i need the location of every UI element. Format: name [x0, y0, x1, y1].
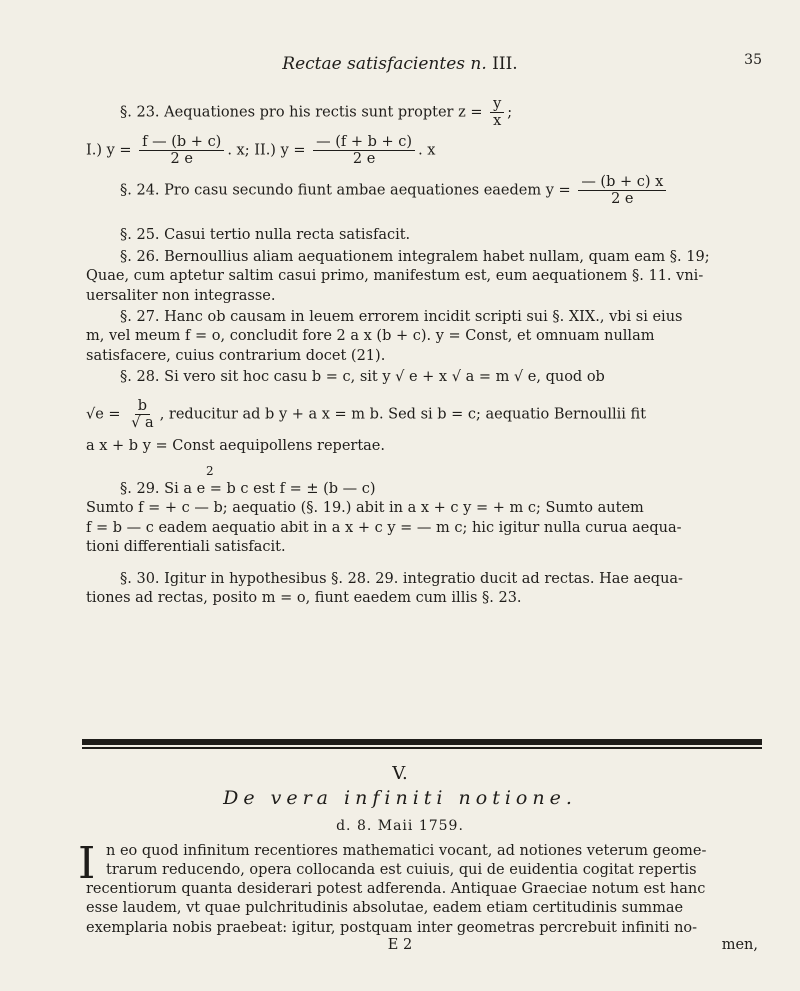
paragraph-26: §. 26. Bernoullius aliam aequationem integralem habet nullam, quam eam §. 19; Quae, cum aptetur saltim casui primo, manifestum est, eum aequationem §. 11. vni- uersaliter non integrasse.	[86, 249, 710, 304]
catchword: men,	[721, 937, 758, 953]
equation-I-II: I.) y = $\frac{f — (b + c)}{2 e}$ . x; II.) y = $\frac{— (f + b + c)}{2 e}$ . x	[86, 134, 436, 167]
section-divider-thick	[82, 739, 762, 745]
fraction: $\frac{y}{x}$	[490, 96, 504, 129]
paragraph-25: §. 25. Casui tertio nulla recta satisfacit.	[120, 227, 411, 243]
running-title: Rectae satisfacientes n. III.	[282, 54, 518, 74]
fraction: $\frac{f — (b + c)}{2 e}$	[139, 134, 224, 167]
fraction: $\frac{— (b + c) x}{2 e}$	[578, 174, 666, 207]
fraction: $\frac{b}{√ a}$	[131, 398, 154, 431]
paragraph-28-line4: 2	[206, 464, 214, 478]
paragraph-23: §. 23. Aequationes pro his rectis sunt propter z = $\frac{y}{x}$ ;	[120, 96, 513, 129]
section-body: recentiorum quanta desiderari potest adferenda. Antiquae Graeciae notum est hanc esse laudem, vt quae pulchritudinis absolutae, eadem etiam certitudinis summae exemplaria nobis praebeat: igitur, postquam inter geometras percrebuit infiniti no-	[86, 881, 706, 936]
section-body-first: n eo quod infinitum recentiores mathematici vocant, ad notiones veterum geome- trarum reducendo, opera collocanda est cuiuis, qui de euidentia cogitat repertis	[106, 843, 707, 879]
fraction: $\frac{— (f + b + c)}{2 e}$	[313, 134, 415, 167]
section-number: V.	[392, 763, 408, 784]
paragraph-29: §. 29. Si a e = b c est f = ± (b — c) Sumto f = + c — b; aequatio (§. 19.) abit in a x + c y = + m c; Sumto autem f = b — c eadem aequatio abit in a x + c y = — m c; hic igitur nulla curua aequa- tioni differentiali satisfacit.	[86, 481, 682, 555]
paragraph-27: §. 27. Hanc ob causam in leuem errorem incidit scripti sui §. XIX., vbi si eius m, vel meum f = o, concludit fore 2 a x (b + c). y = Const, et omnuam nullam satisfacere, cuius contrarium docet (21).	[86, 309, 683, 364]
paragraph-24: §. 24. Pro casu secundo fiunt ambae aequationes eaedem y = $\frac{— (b + c) x}{2 e}$	[120, 174, 669, 207]
paragraph-28-line3: a x + b y = Const aequipollens repertae.	[86, 438, 385, 454]
section-divider-thin	[82, 747, 762, 749]
paragraph-30: §. 30. Igitur in hypothesibus §. 28. 29. integratio ducit ad rectas. Hae aequa- tiones ad rectas, posito m = o, fiunt eaedem cum illis §. 23.	[86, 571, 683, 607]
page-number: 35	[744, 52, 762, 68]
section-title: De vera infiniti notione.	[223, 787, 577, 809]
paragraph-28-line2: √e = $\frac{b}{√ a}$ , reducitur ad b y + a x = m b. Sed si b = c; aequatio Bernoullii fit	[86, 398, 647, 431]
paragraph-28-line1: §. 28. Si vero sit hoc casu b = c, sit y √ e + x √ a = m √ e, quod ob	[120, 369, 605, 385]
signature-mark: E 2	[387, 937, 413, 953]
section-date: d. 8. Maii 1759.	[336, 818, 464, 834]
drop-cap: I	[78, 838, 96, 889]
